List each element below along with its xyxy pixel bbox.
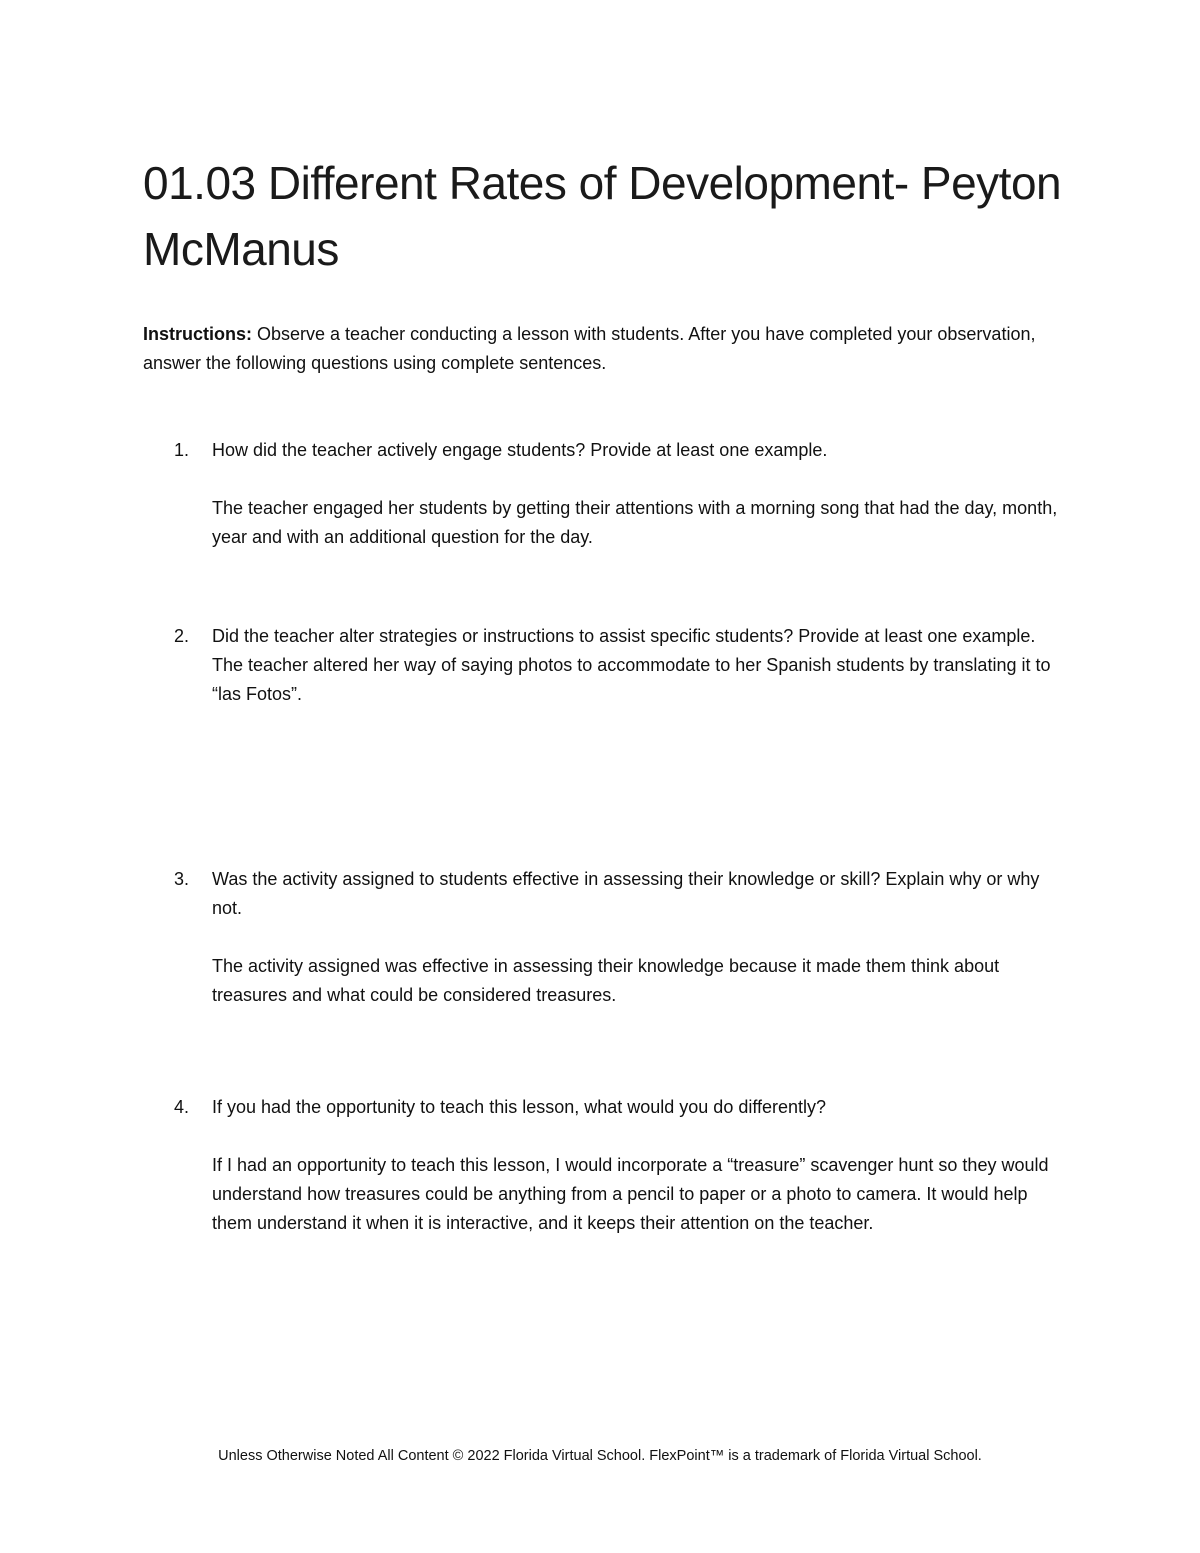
question-item-4 xyxy=(143,1093,1073,1238)
answer-text: The activity assigned was effective in assessing their knowledge because it made them think about treasures and what could be considered treasures. xyxy=(212,956,1000,1005)
question-item-3 xyxy=(143,865,1073,1010)
instructions-label: Instructions: xyxy=(143,324,253,344)
page-footer: Unless Otherwise Noted All Content © 2022 Florida Virtual School. FlexPoint™ is a trademark of Florida Virtual School. xyxy=(218,1448,982,1464)
question-number: 1. xyxy=(174,440,190,460)
question-text: Did the teacher alter strategies or instructions to assist specific students? Provide at least one example. xyxy=(212,626,1036,646)
answer-text: If I had an opportunity to teach this lesson, I would incorporate a “treasure” scavenger hunt so they would understand how treasures could be anything from a pencil to paper or a photo to camera. It would help them understand it when it is interactive, and it keeps their attention on the teacher. xyxy=(212,1155,1049,1233)
page-title: 01.03 Different Rates of Development- Peyton McManus xyxy=(143,157,1062,275)
question-text: If you had the opportunity to teach this lesson, what would you do differently? xyxy=(212,1097,827,1117)
question-item-2 xyxy=(143,622,1073,709)
answer-text: The teacher engaged her students by getting their attentions with a morning song that had the day, month, year and with an additional question for the day. xyxy=(212,498,1058,547)
answer-text: The teacher altered her way of saying photos to accommodate to her Spanish students by translating it to “las Fotos”. xyxy=(212,655,1051,704)
instructions-text: Observe a teacher conducting a lesson with students. After you have completed your observation, answer the following questions using complete sentences. xyxy=(143,324,1036,373)
question-number: 3. xyxy=(174,869,190,889)
question-text: How did the teacher actively engage students? Provide at least one example. xyxy=(212,440,828,460)
question-number: 4. xyxy=(174,1097,190,1117)
question-text: Was the activity assigned to students effective in assessing their knowledge or skill? Explain why or why not. xyxy=(212,869,1040,918)
question-item-1 xyxy=(143,436,1073,552)
instructions xyxy=(143,320,1063,378)
question-number: 2. xyxy=(174,626,190,646)
